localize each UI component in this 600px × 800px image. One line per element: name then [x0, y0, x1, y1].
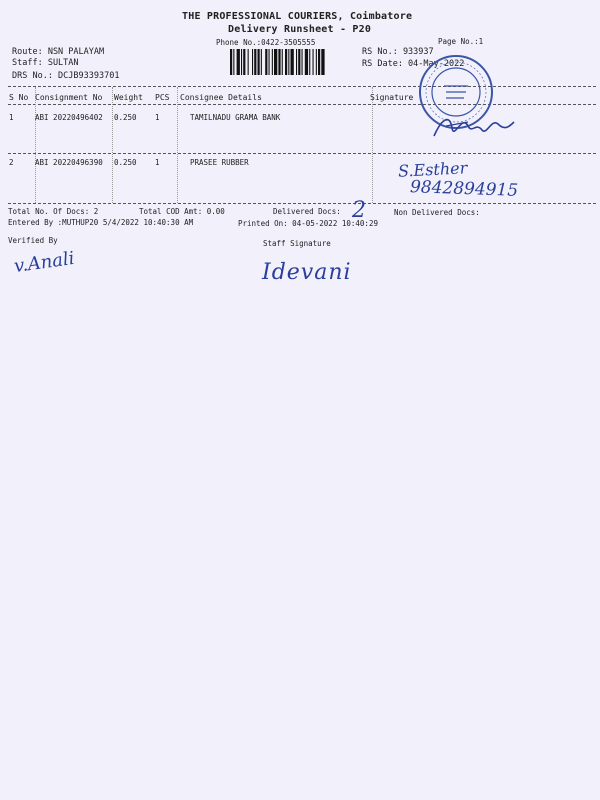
- col-divider: [177, 87, 178, 203]
- barcode-bar: [269, 49, 270, 75]
- barcode-bar: [241, 49, 242, 75]
- header-consignee: Consignee Details: [180, 93, 262, 102]
- staff: Staff: SULTAN: [12, 58, 79, 68]
- row-consignment: ABI 20220496390: [35, 158, 103, 167]
- barcode-bar: [243, 49, 245, 75]
- total-docs: Total No. Of Docs: 2: [8, 207, 99, 216]
- row-2-rule: [8, 203, 596, 204]
- header-sno: S No: [9, 93, 29, 102]
- page-number: Page No.:1: [438, 37, 484, 46]
- route: Route: NSN PALAYAM: [12, 47, 105, 57]
- row-consignment: ABI 20220496402: [35, 113, 103, 122]
- delivered-count-handwritten: 2: [352, 198, 366, 223]
- row-consignee: TAMILNADU GRAMA BANK: [190, 113, 281, 122]
- row-sno: 2: [9, 158, 14, 167]
- barcode-bar: [298, 49, 300, 75]
- col-divider: [372, 87, 373, 203]
- barcode-bar: [237, 49, 240, 75]
- row-pcs: 1: [155, 113, 160, 122]
- row-weight: 0.250: [114, 113, 137, 122]
- barcode-bar: [261, 49, 262, 75]
- barcode-bar: [230, 49, 232, 75]
- barcode-bar: [248, 49, 249, 75]
- barcode-bar: [258, 49, 260, 75]
- barcode-bar: [288, 49, 289, 75]
- barcode-bar: [272, 49, 273, 75]
- printed-on: Printed On: 04-05-2022 10:40:29: [238, 219, 378, 228]
- row-sno: 1: [9, 113, 14, 122]
- staff-signature-label: Staff Signature: [263, 239, 331, 248]
- row-2-receiver-name: S.Esther: [397, 158, 468, 181]
- drs-number: DRS No.: DCJB93393701: [12, 71, 120, 81]
- row-consignee: PRASEE RUBBER: [190, 158, 249, 167]
- table-header-rule: [8, 104, 596, 105]
- company-name: THE PROFESSIONAL COURIERS, Coimbatore: [182, 11, 413, 22]
- verified-signature: v.Anali: [12, 247, 76, 278]
- row-weight: 0.250: [114, 158, 137, 167]
- row-1-signature: [428, 108, 518, 148]
- barcode-bar: [305, 49, 308, 75]
- barcode-bar: [282, 49, 283, 75]
- sheet-title: Delivery Runsheet - P20: [228, 24, 372, 35]
- barcode: [230, 49, 355, 75]
- header-signature: Signature: [370, 93, 414, 102]
- barcode-bar: [265, 49, 267, 75]
- phone-number: Phone No.:0422-3505555: [216, 38, 316, 47]
- barcode-bar: [274, 49, 277, 75]
- header-pcs: PCS: [155, 93, 170, 102]
- staff-signature: Idevani: [262, 260, 352, 285]
- barcode-bar: [321, 49, 324, 75]
- rs-date: RS Date: 04-May-2022: [362, 59, 465, 69]
- barcode-bar: [316, 49, 317, 75]
- verified-by-label: Verified By: [8, 236, 58, 245]
- barcode-bar: [302, 49, 303, 75]
- entered-by: Entered By :MUTHUP20 5/4/2022 10:40:30 AM: [8, 218, 194, 227]
- barcode-bar: [278, 49, 280, 75]
- rs-number: RS No.: 933937: [362, 47, 434, 57]
- barcode-bar: [318, 49, 320, 75]
- delivered-docs: Delivered Docs:: [273, 207, 341, 216]
- barcode-bar: [313, 49, 314, 75]
- barcode-bar: [252, 49, 253, 75]
- barcode-bar: [254, 49, 256, 75]
- row-2-receiver-phone: 9842894915: [409, 177, 519, 201]
- non-delivered-docs: Non Delivered Docs:: [394, 208, 480, 217]
- barcode-bar: [285, 49, 287, 75]
- barcode-bar: [309, 49, 310, 75]
- header-consignment: Consignment No: [35, 93, 103, 102]
- barcode-bar: [291, 49, 294, 75]
- barcode-bar: [296, 49, 297, 75]
- table-top-rule: [8, 86, 596, 87]
- total-cod: Total COD Amt: 0.00: [139, 207, 225, 216]
- row-pcs: 1: [155, 158, 160, 167]
- col-divider: [35, 87, 36, 203]
- row-1-rule: [8, 153, 596, 154]
- header-weight: Weight: [114, 93, 143, 102]
- barcode-bar: [233, 49, 234, 75]
- col-divider: [112, 87, 113, 203]
